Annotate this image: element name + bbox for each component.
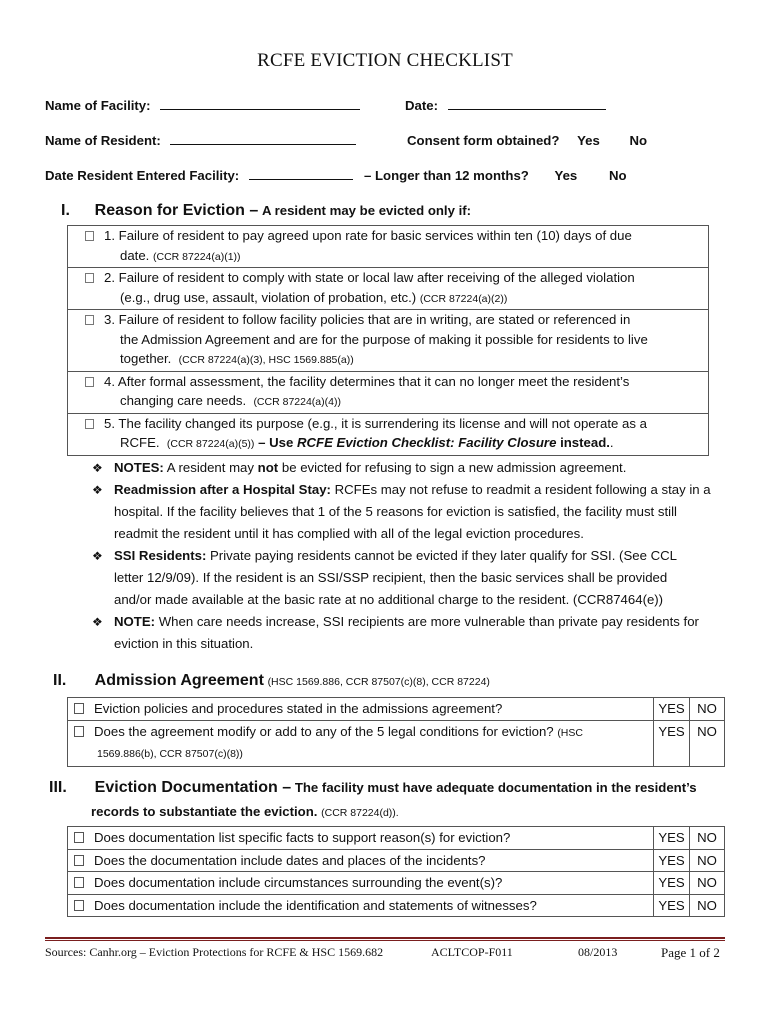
note-4-line2: eviction in this situation. bbox=[114, 636, 254, 651]
doc-q1-yes[interactable]: YES bbox=[654, 827, 690, 850]
reason-row bbox=[68, 226, 709, 268]
reason-4-cite: (CCR 87224(a)(4)) bbox=[253, 396, 341, 408]
diamond-bullet-icon: ❖ bbox=[92, 615, 103, 629]
note-1-pre: A resident may bbox=[166, 460, 254, 475]
reason-5-line2: RCFE. bbox=[120, 435, 160, 450]
note-2-label: Readmission after a Hospital Stay: bbox=[114, 482, 331, 497]
doc-q4-no[interactable]: NO bbox=[690, 894, 725, 917]
reason-3-line2: the Admission Agreement and are for the purpose of making it possible for residents to live bbox=[120, 331, 648, 347]
reason-3-cite: (CCR 87224(a)(3), HSC 1569.885(a)) bbox=[178, 354, 354, 366]
note-2-line3: readmit the resident until it has complied with all of the legal eviction procedures. bbox=[114, 526, 584, 541]
note-3-line1: Private paying residents cannot be evicted if they later qualify for SSI. (See CCL bbox=[210, 548, 677, 563]
closure-checklist-reference: RCFE Eviction Checklist: Facility Closure bbox=[296, 435, 557, 450]
reason-row bbox=[68, 413, 709, 455]
reason-2-line1: 2. Failure of resident to comply with state or local law after receiving of the alleged violation bbox=[104, 270, 635, 285]
section-3-subtitle bbox=[91, 804, 399, 819]
footer-divider-thin bbox=[45, 940, 725, 941]
section-3-subtitle-line1: The facility must have adequate documentation in the resident’s bbox=[294, 780, 697, 795]
reason-5-line1: 5. The facility changed its purpose (e.g., it is surrendering its license and will not operate as a bbox=[104, 415, 647, 431]
footer-divider bbox=[45, 937, 725, 939]
reason-row bbox=[68, 310, 709, 372]
footer-page-number: Page 1 of 2 bbox=[661, 945, 720, 960]
note-3-line3: and/or made available at the basic rate at no additional charge to the resident. (CCR87464(e)) bbox=[114, 592, 664, 607]
note-item bbox=[92, 611, 732, 655]
admission-q2-checkbox[interactable] bbox=[74, 726, 84, 737]
footer-sources: Sources: Canhr.org – Eviction Protections for RCFE & HSC 1569.682 bbox=[45, 945, 384, 959]
doc-q1-text: Does documentation list specific facts to support reason(s) for eviction? bbox=[94, 830, 511, 845]
longer-no-option[interactable]: No bbox=[608, 168, 627, 183]
facility-name-label: Name of Facility: bbox=[45, 98, 151, 113]
section-1-number: I. bbox=[61, 202, 70, 219]
doc-q4-text: Does documentation include the identification and statements of witnesses? bbox=[94, 897, 537, 913]
admission-q1-text: Eviction policies and procedures stated in the admissions agreement? bbox=[94, 701, 503, 716]
note-3-line2: letter 12/9/09). If the resident is an SSI/SSP recipient, then the basic services shall be provided bbox=[114, 570, 668, 585]
date-label: Date: bbox=[405, 98, 438, 113]
reason-2-checkbox[interactable] bbox=[85, 273, 94, 283]
section-2-title: Admission Agreement bbox=[94, 672, 264, 689]
admission-q2-cite1: (HSC bbox=[557, 726, 583, 739]
question-row bbox=[68, 849, 725, 872]
section-3-cite: (CCR 87224(d)). bbox=[321, 807, 399, 819]
doc-q4-checkbox[interactable] bbox=[74, 900, 84, 911]
resident-name-blank[interactable] bbox=[170, 133, 356, 145]
date-entered-field bbox=[45, 168, 353, 183]
date-entered-blank[interactable] bbox=[249, 168, 353, 180]
date-blank[interactable] bbox=[448, 98, 606, 110]
consent-no-option[interactable]: No bbox=[629, 133, 648, 148]
note-4-label: NOTE: bbox=[114, 614, 156, 629]
facility-name-field bbox=[45, 98, 360, 113]
admission-q2-cite2: 1569.886(b), CCR 87507(c)(8)) bbox=[97, 748, 243, 760]
question-row bbox=[68, 872, 725, 895]
reason-2-cite: (CCR 87224(a)(2)) bbox=[419, 292, 508, 305]
reason-4-line2: changing care needs. bbox=[120, 393, 247, 408]
admission-q1-yes[interactable]: YES bbox=[654, 698, 690, 721]
note-4-line1: When care needs increase, SSI recipients are more vulnerable than private pay residents for bbox=[158, 614, 699, 629]
admission-q2-yes[interactable]: YES bbox=[654, 720, 690, 766]
admission-q2-text: Does the agreement modify or add to any of the 5 legal conditions for eviction? bbox=[94, 723, 554, 739]
reason-2-line2: (e.g., drug use, assault, violation of probation, etc.) bbox=[120, 289, 417, 305]
footer-form-code: ACLTCOP-F011 bbox=[431, 945, 513, 959]
notes-list bbox=[92, 457, 732, 655]
admission-q2-no[interactable]: NO bbox=[690, 720, 725, 766]
doc-q3-yes[interactable]: YES bbox=[654, 872, 690, 895]
reason-3-line1: 3. Failure of resident to follow facility policies that are in writing, are stated or referenced in bbox=[104, 312, 631, 327]
admission-agreement-table bbox=[67, 697, 725, 767]
diamond-bullet-icon: ❖ bbox=[92, 483, 103, 497]
note-1-label: NOTES: bbox=[114, 460, 164, 475]
section-3-heading bbox=[45, 779, 697, 797]
doc-q3-no[interactable]: NO bbox=[690, 872, 725, 895]
eviction-reasons-table bbox=[67, 225, 709, 456]
reason-1-line2: date. bbox=[120, 247, 150, 263]
reason-4-checkbox[interactable] bbox=[85, 377, 94, 387]
footer-date: 08/2013 bbox=[578, 945, 618, 959]
doc-q1-no[interactable]: NO bbox=[690, 827, 725, 850]
reason-row bbox=[68, 371, 709, 413]
resident-name-label: Name of Resident: bbox=[45, 133, 161, 148]
date-field bbox=[405, 98, 606, 113]
reason-5-instead: instead. bbox=[560, 435, 610, 450]
reason-5-dash: – bbox=[258, 435, 266, 450]
doc-q2-no[interactable]: NO bbox=[690, 849, 725, 872]
question-row bbox=[68, 894, 725, 917]
note-item bbox=[92, 479, 732, 545]
consent-field bbox=[407, 133, 647, 148]
longer-than-12-label: – Longer than 12 months? bbox=[364, 168, 529, 183]
doc-q2-checkbox[interactable] bbox=[74, 855, 84, 866]
reason-5-cite: (CCR 87224(a)(5)) bbox=[166, 438, 255, 450]
question-row bbox=[68, 698, 725, 721]
doc-q3-text: Does documentation include circumstances surrounding the event(s)? bbox=[94, 875, 503, 890]
longer-yes-option[interactable]: Yes bbox=[554, 168, 578, 183]
reason-5-use: Use bbox=[269, 435, 294, 450]
consent-label: Consent form obtained? bbox=[407, 133, 560, 148]
doc-q1-checkbox[interactable] bbox=[74, 832, 84, 843]
question-row bbox=[68, 720, 725, 766]
note-item bbox=[92, 545, 732, 611]
note-1-post: be evicted for refusing to sign a new admission agreement. bbox=[281, 460, 627, 475]
note-1-bold: not bbox=[257, 460, 279, 475]
reason-1-cite: (CCR 87224(a)(1)) bbox=[153, 250, 241, 263]
reason-5-checkbox[interactable] bbox=[85, 419, 94, 429]
diamond-bullet-icon: ❖ bbox=[92, 461, 103, 475]
reason-5-period: . bbox=[609, 435, 614, 450]
eviction-documentation-table bbox=[67, 826, 725, 917]
admission-q1-no[interactable]: NO bbox=[690, 698, 725, 721]
reason-3-checkbox[interactable] bbox=[85, 315, 94, 325]
section-3-subtitle-line2: records to substantiate the eviction. bbox=[91, 804, 318, 819]
section-2-cite: (HSC 1569.886, CCR 87507(c)(8), CCR 87224) bbox=[267, 676, 490, 688]
section-1-subtitle: A resident may be evicted only if: bbox=[261, 203, 472, 218]
note-2-line2: hospital. If the facility believes that 1 of the 5 reasons for eviction is satisfied, the facility must still bbox=[114, 504, 677, 519]
doc-q2-text: Does the documentation include dates and places of the incidents? bbox=[94, 852, 486, 868]
resident-name-field bbox=[45, 133, 356, 148]
doc-q3-checkbox[interactable] bbox=[74, 877, 84, 888]
section-1-title: Reason for Eviction – bbox=[94, 202, 259, 219]
question-row bbox=[68, 827, 725, 850]
section-2-number: II. bbox=[53, 672, 67, 689]
admission-q1-checkbox[interactable] bbox=[74, 703, 84, 714]
doc-q4-yes[interactable]: YES bbox=[654, 894, 690, 917]
note-item bbox=[92, 457, 732, 479]
section-2-heading bbox=[45, 672, 490, 690]
reason-1-checkbox[interactable] bbox=[85, 231, 94, 241]
consent-yes-option[interactable]: Yes bbox=[577, 133, 600, 148]
facility-name-blank[interactable] bbox=[160, 98, 360, 110]
longer-than-12-field bbox=[364, 168, 627, 183]
diamond-bullet-icon: ❖ bbox=[92, 549, 103, 563]
reason-3-line3: together. bbox=[120, 351, 172, 366]
date-entered-label: Date Resident Entered Facility: bbox=[45, 168, 240, 183]
page-title: RCFE EVICTION CHECKLIST bbox=[257, 50, 513, 71]
note-2-line1: RCFEs may not refuse to readmit a resident following a stay in a bbox=[334, 482, 711, 497]
reason-1-line1: 1. Failure of resident to pay agreed upon rate for basic services within ten (10) days of due bbox=[104, 228, 632, 243]
note-3-label: SSI Residents: bbox=[114, 548, 207, 563]
reason-4-line1: 4. After formal assessment, the facility determines that it can no longer meet the resident’s bbox=[104, 373, 630, 389]
doc-q2-yes[interactable]: YES bbox=[654, 849, 690, 872]
reason-row bbox=[68, 268, 709, 310]
section-1-heading bbox=[45, 202, 471, 220]
section-3-title: Eviction Documentation – bbox=[94, 779, 292, 796]
section-3-number: III. bbox=[49, 779, 67, 796]
